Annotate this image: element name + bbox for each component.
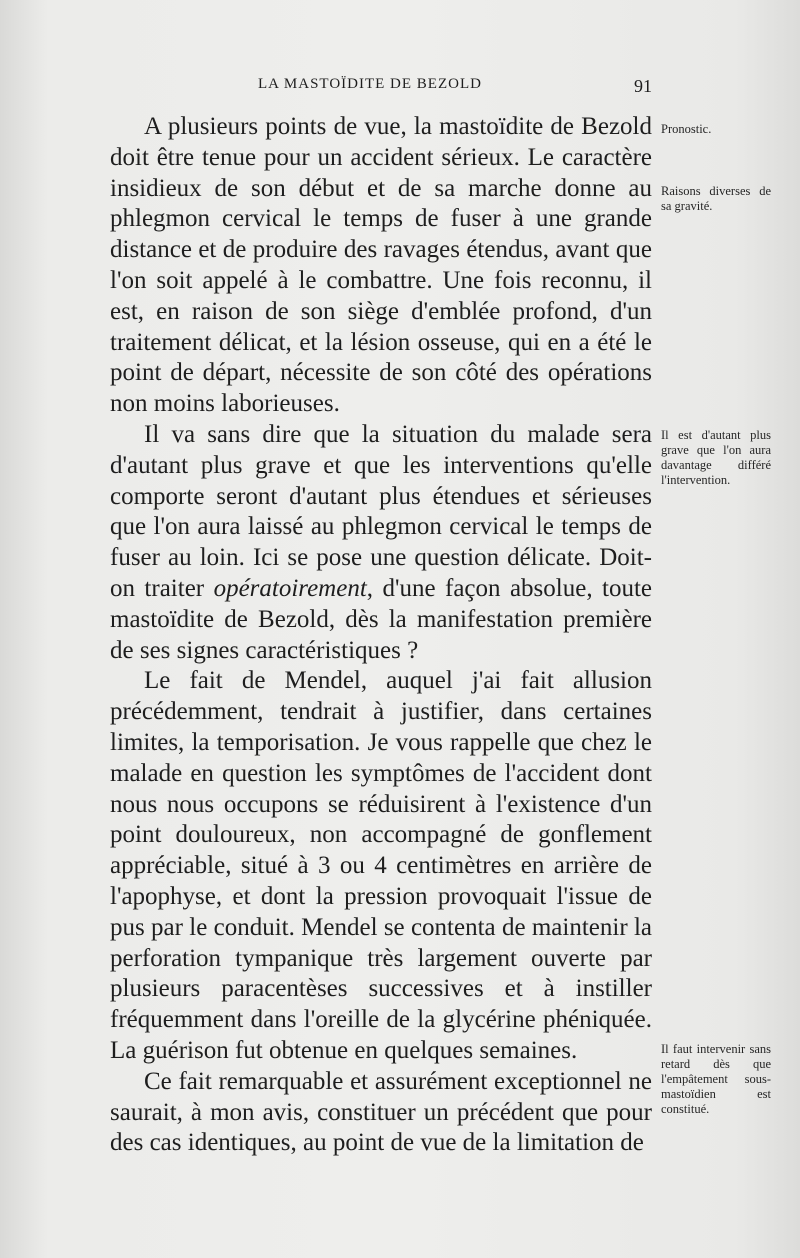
- body-text: [110, 112, 652, 1159]
- paragraph: [110, 1067, 652, 1159]
- paragraph-text: Le fait de Mendel, auquel j'ai fait allusion précédemment, tendrait à justifier, dans certaines limites, la temporisation. Je vous rappelle que chez le malade en question les symptômes de l'accident dont nous nous occupons se réduisirent à l'existence d'un point douloureux, non accompagné de gonflement appréciable, situé à 3 ou 4 centimètres en arrière de l'apophyse, et dont la pression provoquait l'issue de pus par le conduit. Mendel se contenta de maintenir la perforation tympanique très largement ouverte par plusieurs paracentèses successives et à instiller fréquemment dans l'oreille de la glycérine phéniquée. La guérison fut obtenue en quelques semaines.: [110, 667, 652, 1064]
- margin-note-prognosis: Pronostic.: [661, 122, 712, 136]
- paragraph: [110, 112, 652, 420]
- paragraph-text: A plusieurs points de vue, la mastoïdite de Bezold doit être tenue pour un accident sérieux. Le caractère insidieux de son début et de sa marche donne au phlegmon cervical le temps de fuser à une grande distance et de produire des ravages étendus, avant que l'on soit appelé à le combattre. Une fois reconnu, il est, en raison de son siège d'emblée profond, d'un traitement délicat, et la lésion osseuse, qui en a été le point de départ, nécessite de son côté des opérations non moins laborieuses.: [110, 113, 652, 418]
- emphasis-text: opératoirement: [213, 574, 367, 602]
- paragraph-text: Il va sans dire que la situation du malade sera d'autant plus grave et que les interventions qu'elle comporte seront d'autant plus étendues et sérieuses que l'on aura laissé au phlegmon cervical le temps de fuser au loin. Ici se pose une question délicate. Doit-on traiter: [110, 420, 652, 602]
- margin-note-severity: Il est d'autant plus grave que l'on aura davantage différé l'intervention.: [661, 428, 771, 487]
- margin-note-reasons: Raisons diverses de sa gravité.: [661, 184, 771, 213]
- page-number: 91: [634, 76, 652, 96]
- margin-note-intervene: Il faut intervenir sans retard dès que l'empâtement sous-mastoïdien est constitué.: [661, 1042, 771, 1116]
- paragraph: [110, 420, 652, 666]
- page-header: [108, 72, 652, 102]
- running-head: LA MASTOÏDITE DE BEZOLD: [258, 76, 482, 92]
- paragraph-text: , d'une façon absolue, toute mastoïdite de Bezold, dès la manifestation première de ses signes caractéristiques ?: [110, 574, 652, 664]
- paragraph-text: Ce fait remarquable et assurément exceptionnel ne saurait, à mon avis, constituer un précédent que pour des cas identiques, au point de vue de la limitation de: [110, 1067, 652, 1157]
- paragraph: [110, 666, 652, 1066]
